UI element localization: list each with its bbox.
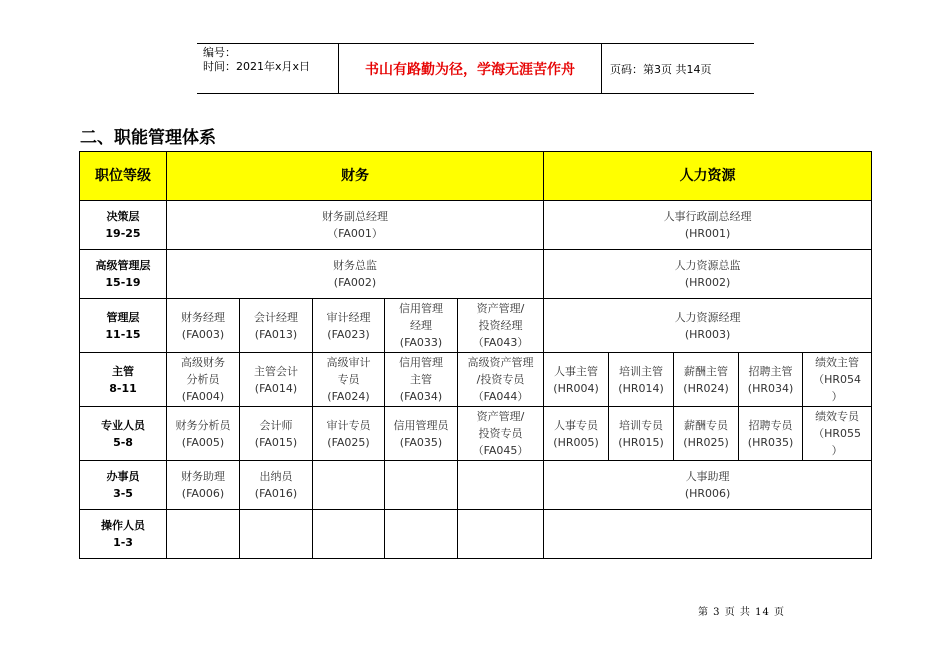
position-code: ） (831, 444, 843, 457)
empty-cell (544, 510, 872, 559)
level-name: 办事员 (106, 470, 140, 483)
position-cell (544, 407, 609, 461)
table-row (80, 299, 872, 353)
header-finance: 财务 (167, 152, 544, 201)
position-cell (167, 250, 544, 299)
position-title: 高级资产管理 (467, 356, 534, 369)
position-title: 资产管理/ (476, 302, 525, 315)
section-title: 二、职能管理体系 (80, 128, 216, 148)
position-title: 专员 (337, 373, 360, 386)
position-cell (167, 461, 240, 510)
position-code: （FA001） (327, 227, 383, 240)
position-title: 人力资源总监 (674, 259, 741, 272)
position-code: (FA033) (399, 336, 443, 349)
position-cell (458, 299, 544, 353)
position-cell (385, 299, 458, 353)
position-code: (FA004) (181, 390, 225, 403)
position-code: (FA016) (254, 487, 298, 500)
functional-management-table (79, 151, 872, 559)
position-code: (HR015) (618, 435, 664, 449)
page-footer: 第 3 页 共 14 页 (698, 607, 785, 618)
table-row (80, 250, 872, 299)
position-cell (313, 407, 385, 461)
position-title: 绩效专员 (815, 410, 860, 423)
position-code: ） (831, 390, 843, 403)
serial-label: 编号： (203, 46, 236, 59)
time-label: 时间：2021年x月x日 (203, 60, 311, 73)
level-name: 管理层 (106, 310, 140, 324)
position-code: (FA006) (181, 487, 225, 500)
position-title: 人事主管 (554, 364, 599, 378)
position-title: 资产管理/ (476, 410, 525, 423)
position-title: 信用管理 (399, 302, 443, 315)
position-title: 财务副总经理 (322, 210, 389, 223)
position-title: 薪酬主管 (684, 364, 729, 378)
position-cell (674, 353, 739, 407)
position-title: 财务助理 (181, 470, 225, 483)
position-code: (HR025) (683, 435, 729, 449)
position-cell (609, 407, 674, 461)
position-title: 人力资源经理 (674, 310, 741, 324)
position-cell (313, 353, 385, 407)
position-cell (609, 353, 674, 407)
position-cell (240, 299, 313, 353)
position-code: (FA014) (254, 381, 298, 395)
level-range: 19-25 (105, 227, 141, 240)
empty-cell (313, 461, 385, 510)
position-code: (HR005) (553, 435, 599, 449)
position-code: (FA015) (254, 435, 298, 449)
position-cell (739, 353, 803, 407)
header-hr: 人力资源 (544, 152, 872, 201)
header-level: 职位等级 (80, 152, 167, 201)
empty-cell (385, 510, 458, 559)
position-code: （HR055 (813, 427, 862, 440)
header-motto: 书山有路勤为径，学海无涯苦作舟 (338, 44, 602, 93)
position-cell (544, 299, 872, 353)
position-code: （FA045） (472, 444, 529, 457)
level-range: 15-19 (105, 276, 141, 289)
position-code: (HR014) (618, 381, 664, 395)
level-cell (80, 201, 167, 250)
table-row (80, 510, 872, 559)
level-range: 8-11 (109, 381, 137, 395)
position-cell (240, 407, 313, 461)
level-range: 11-15 (105, 327, 141, 341)
position-cell (167, 407, 240, 461)
empty-cell (458, 510, 544, 559)
position-cell (674, 407, 739, 461)
position-title: 薪酬专员 (684, 418, 729, 432)
page-header (197, 43, 754, 94)
position-cell (458, 353, 544, 407)
position-code: (FA025) (327, 435, 370, 449)
level-range: 1-3 (113, 536, 133, 549)
level-range: 3-5 (113, 487, 133, 500)
position-cell (385, 407, 458, 461)
position-cell (739, 407, 803, 461)
level-cell (80, 510, 167, 559)
position-title: 分析员 (186, 373, 220, 386)
position-title: 经理 (410, 319, 432, 332)
position-cell (803, 353, 872, 407)
position-code: （FA044） (472, 390, 529, 403)
position-title: 投资专员 (478, 427, 523, 440)
position-cell (544, 201, 872, 250)
table-row (80, 201, 872, 250)
position-cell (240, 461, 313, 510)
table-row (80, 407, 872, 461)
level-cell (80, 353, 167, 407)
position-code: (FA034) (399, 390, 443, 403)
empty-cell (385, 461, 458, 510)
position-cell (544, 353, 609, 407)
position-cell (240, 353, 313, 407)
position-code: (HR001) (684, 227, 731, 240)
position-title: 会计经理 (254, 310, 298, 324)
position-cell (385, 353, 458, 407)
header-page-info: 页码：第3页 共14页 (610, 62, 712, 76)
level-name: 操作人员 (101, 519, 145, 532)
level-name: 专业人员 (101, 418, 145, 432)
position-cell (167, 353, 240, 407)
level-cell (80, 461, 167, 510)
position-cell (544, 461, 872, 510)
position-code: (FA024) (327, 390, 370, 403)
position-title: 会计师 (259, 418, 293, 432)
position-title: 投资经理 (478, 319, 523, 332)
level-cell (80, 407, 167, 461)
position-cell (313, 299, 385, 353)
position-cell (167, 299, 240, 353)
position-title: 招聘专员 (748, 418, 793, 432)
position-title: 出纳员 (259, 470, 293, 483)
table-header-row (80, 152, 872, 201)
empty-cell (240, 510, 313, 559)
level-name: 决策层 (106, 210, 140, 223)
position-title: 财务分析员 (175, 418, 231, 432)
position-code: (FA005) (181, 435, 225, 449)
position-title: 信用管理员 (393, 418, 449, 432)
position-code: (HR006) (684, 487, 731, 500)
position-cell (458, 407, 544, 461)
position-title: 人事行政副总经理 (663, 210, 752, 223)
table-row (80, 461, 872, 510)
position-code: (FA002) (333, 276, 377, 289)
position-code: (FA023) (327, 327, 370, 341)
level-name: 高级管理层 (95, 259, 151, 272)
position-title: 培训专员 (619, 418, 664, 432)
position-code: （HR054 (813, 373, 862, 386)
position-code: (HR003) (684, 327, 731, 341)
position-code: (FA013) (254, 327, 298, 341)
position-title: 主管 (410, 373, 432, 386)
level-name: 主管 (112, 364, 134, 378)
position-title: 审计经理 (326, 310, 371, 324)
level-range: 5-8 (113, 435, 133, 449)
position-title: 人事专员 (554, 418, 599, 432)
level-cell (80, 299, 167, 353)
position-title: 高级审计 (326, 356, 371, 369)
position-title: 绩效主管 (815, 356, 860, 369)
position-cell (167, 201, 544, 250)
position-title: /投资专员 (476, 373, 525, 386)
position-title: 人事助理 (685, 470, 730, 483)
position-cell (544, 250, 872, 299)
empty-cell (167, 510, 240, 559)
position-code: (FA035) (399, 435, 443, 449)
position-title: 审计专员 (326, 418, 371, 432)
position-code: (HR035) (747, 435, 794, 449)
empty-cell (313, 510, 385, 559)
position-title: 主管会计 (254, 364, 298, 378)
level-cell (80, 250, 167, 299)
position-code: (HR034) (747, 381, 794, 395)
table-row (80, 353, 872, 407)
header-meta (197, 44, 338, 93)
position-code: (HR004) (553, 381, 599, 395)
position-title: 招聘主管 (748, 364, 793, 378)
position-title: 信用管理 (399, 356, 443, 369)
position-code: （FA043） (472, 336, 529, 349)
position-title: 财务总监 (333, 259, 378, 272)
position-cell (803, 407, 872, 461)
position-code: (FA003) (181, 327, 225, 341)
position-code: (HR024) (683, 381, 729, 395)
position-title: 高级财务 (181, 356, 225, 369)
position-title: 财务经理 (181, 310, 225, 324)
position-code: (HR002) (684, 276, 731, 289)
empty-cell (458, 461, 544, 510)
position-title: 培训主管 (619, 364, 664, 378)
